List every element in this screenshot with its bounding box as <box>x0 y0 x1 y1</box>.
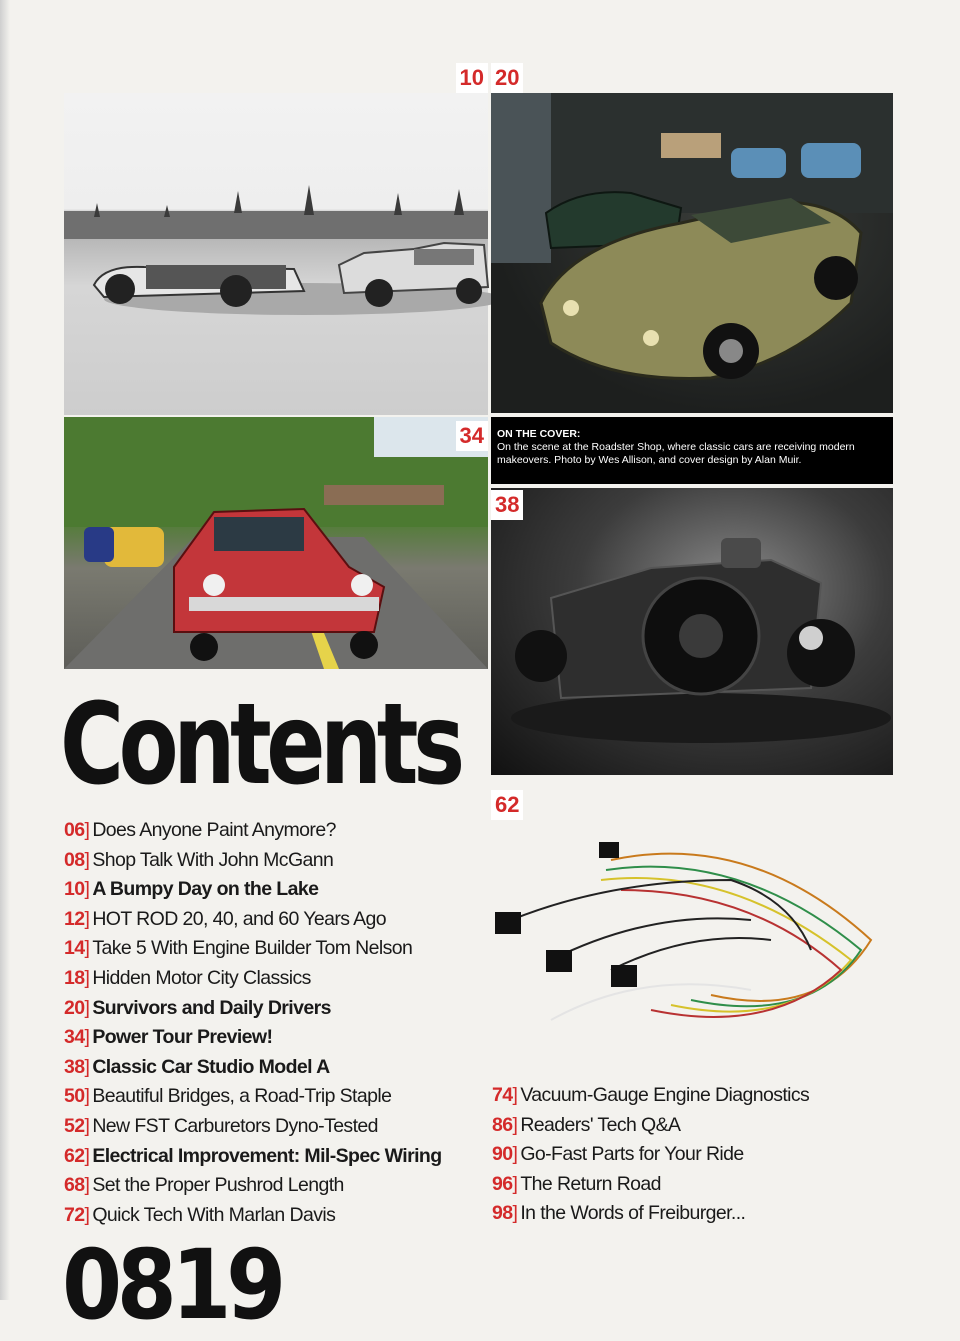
toc-page-number: 86 <box>492 1113 513 1136</box>
toc-page-number: 62 <box>64 1144 85 1167</box>
toc-page-number: 52 <box>64 1114 85 1137</box>
photo-page-number: 20 <box>491 63 523 93</box>
photo-page-number: 62 <box>491 790 523 820</box>
toc-entry[interactable] <box>64 1053 442 1083</box>
toc-page-number: 96 <box>492 1172 513 1195</box>
toc-page-number: 68 <box>64 1174 85 1197</box>
toc-entry-title: Quick Tech With Marlan Davis <box>92 1203 336 1226</box>
toc-page-number: 34 <box>64 1026 85 1049</box>
toc-list-right <box>492 1081 809 1229</box>
toc-page-number: 14 <box>64 937 85 960</box>
toc-entry-title: Go-Fast Parts for Your Ride <box>520 1143 744 1166</box>
toc-page-number: 98 <box>492 1202 513 1225</box>
cover-caption-text: On the scene at the Roadster Shop, where classic cars are receiving modern makeovers. Photo by Wes Allison, and cover design by Alan Muir. <box>497 441 855 466</box>
toc-entry[interactable] <box>492 1199 809 1229</box>
toc-entry[interactable] <box>64 934 442 964</box>
toc-page-number: 08 <box>64 848 85 871</box>
toc-bracket: ] <box>84 1144 90 1167</box>
toc-entry-title: Take 5 With Engine Builder Tom Nelson <box>92 937 413 960</box>
toc-entry[interactable] <box>64 964 442 994</box>
photo-page-number: 10 <box>456 63 488 93</box>
toc-bracket: ] <box>84 907 90 930</box>
toc-entry-title: HOT ROD 20, 40, and 60 Years Ago <box>92 907 387 930</box>
photo-lakebed-streamliner[interactable] <box>64 65 488 415</box>
toc-entry-title: Power Tour Preview! <box>92 1026 273 1049</box>
toc-entry-title: In the Words of Freiburger... <box>520 1202 746 1225</box>
toc-entry-title: Readers' Tech Q&A <box>520 1113 681 1136</box>
toc-entry[interactable] <box>64 994 442 1024</box>
toc-entry-title: Electrical Improvement: Mil-Spec Wiring <box>92 1144 442 1167</box>
toc-entry[interactable] <box>64 1023 442 1053</box>
toc-entry-title: New FST Carburetors Dyno-Tested <box>92 1114 378 1137</box>
toc-entry[interactable] <box>492 1140 809 1170</box>
toc-entry-title: Vacuum-Gauge Engine Diagnostics <box>520 1084 810 1106</box>
toc-entry-title: The Return Road <box>520 1172 661 1195</box>
toc-bracket: ] <box>84 1026 90 1049</box>
toc-entry[interactable] <box>64 875 442 905</box>
toc-entry-title: Shop Talk With John McGann <box>92 848 334 871</box>
toc-page-number: 72 <box>64 1203 85 1226</box>
toc-entry[interactable] <box>64 1142 442 1172</box>
toc-bracket: ] <box>84 966 90 989</box>
toc-bracket: ] <box>512 1143 518 1166</box>
toc-list-left <box>64 816 442 1230</box>
toc-page-number: 38 <box>64 1055 85 1078</box>
toc-entry[interactable] <box>64 1112 442 1142</box>
toc-bracket: ] <box>84 848 90 871</box>
toc-entry-title: Does Anyone Paint Anymore? <box>92 819 336 841</box>
toc-bracket: ] <box>84 1055 90 1078</box>
cover-caption <box>491 417 893 484</box>
photo-studio-model-a[interactable] <box>491 488 893 775</box>
photo-power-tour-road[interactable] <box>64 417 488 669</box>
toc-entry-title: Classic Car Studio Model A <box>92 1055 330 1078</box>
toc-page-number: 18 <box>64 966 85 989</box>
toc-entry-title: Hidden Motor City Classics <box>92 966 311 989</box>
page-spine <box>0 0 10 1300</box>
toc-entry[interactable] <box>64 905 442 935</box>
toc-bracket: ] <box>84 878 90 901</box>
cover-caption-heading: ON THE COVER: <box>497 428 581 440</box>
photo-garage-camaro[interactable] <box>491 65 893 413</box>
garage-illustration <box>491 93 893 413</box>
toc-page-number: 20 <box>64 996 85 1019</box>
studio-illustration <box>491 488 893 775</box>
toc-entry-title: A Bumpy Day on the Lake <box>92 878 319 901</box>
photo-page-number: 34 <box>456 421 488 451</box>
toc-entry[interactable] <box>64 846 442 876</box>
issue-number: 0819 <box>62 1229 281 1341</box>
toc-bracket: ] <box>512 1202 518 1225</box>
toc-entry[interactable] <box>64 1171 442 1201</box>
toc-bracket: ] <box>512 1172 518 1195</box>
toc-entry[interactable] <box>492 1111 809 1141</box>
photo-page-number: 38 <box>491 490 523 520</box>
toc-bracket: ] <box>84 819 90 841</box>
toc-bracket: ] <box>84 1085 90 1108</box>
toc-bracket: ] <box>84 1174 90 1197</box>
toc-bracket: ] <box>512 1084 518 1106</box>
toc-bracket: ] <box>84 996 90 1019</box>
toc-page-number: 50 <box>64 1085 85 1108</box>
page-title: Contents <box>60 680 460 810</box>
toc-page-number: 74 <box>492 1084 513 1106</box>
toc-entry[interactable] <box>492 1081 809 1111</box>
toc-entry[interactable] <box>64 1201 442 1231</box>
toc-entry-title: Beautiful Bridges, a Road-Trip Staple <box>92 1085 392 1108</box>
toc-bracket: ] <box>512 1113 518 1136</box>
toc-bracket: ] <box>84 1203 90 1226</box>
harness-illustration <box>491 820 893 1030</box>
toc-entry-title: Survivors and Daily Drivers <box>92 996 331 1019</box>
toc-bracket: ] <box>84 1114 90 1137</box>
toc-page-number: 10 <box>64 878 85 901</box>
toc-entry[interactable] <box>64 1082 442 1112</box>
toc-entry[interactable] <box>492 1170 809 1200</box>
toc-page-number: 90 <box>492 1143 513 1166</box>
road-illustration <box>64 417 488 669</box>
toc-page-number: 06 <box>64 819 85 841</box>
toc-entry[interactable] <box>64 816 442 846</box>
lakebed-illustration <box>64 93 488 415</box>
toc-entry-title: Set the Proper Pushrod Length <box>92 1174 344 1197</box>
toc-bracket: ] <box>84 937 90 960</box>
photo-wiring-harness[interactable] <box>491 792 893 1030</box>
toc-page-number: 12 <box>64 907 85 930</box>
